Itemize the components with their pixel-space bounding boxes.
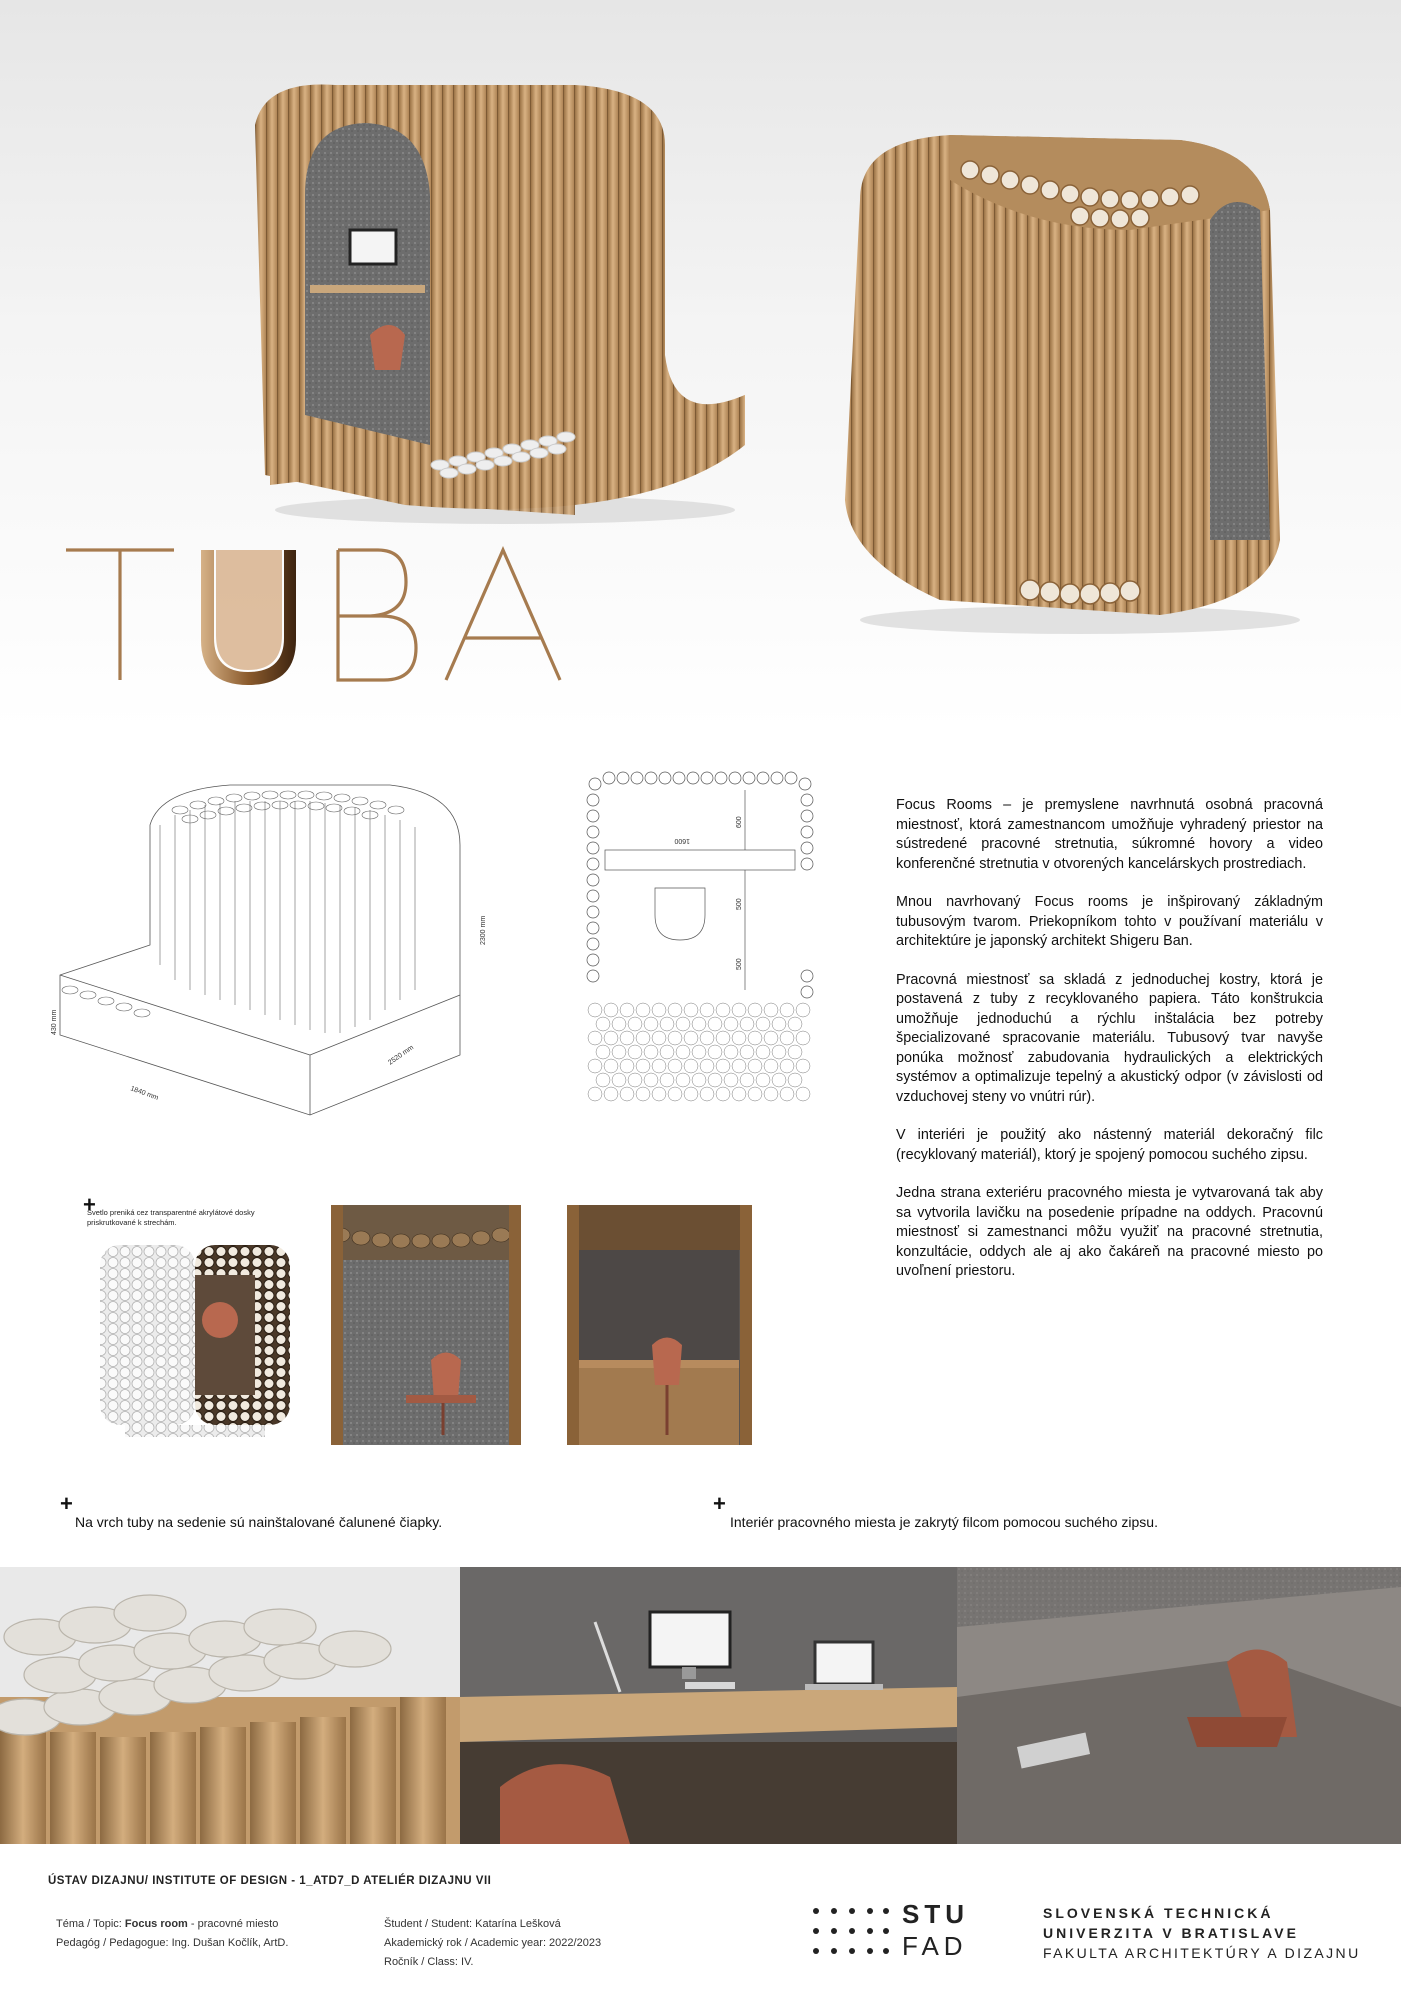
- description-paragraph: Mnou navrhovaný Focus rooms je inšpirovaný základným tubusovým tvarom. Priekopníkom tohto v používaní materiálu v architektúre je japonský architekt Shigeru Ban.: [896, 894, 1323, 949]
- booth-render-front: [245, 55, 745, 525]
- plus-marker: +: [713, 1491, 726, 1516]
- class-line: Ročník / Class: IV.: [384, 1956, 474, 1968]
- university-block: [1043, 1903, 1383, 1963]
- caption-felt-interior: Interiér pracovného miesta je zakrytý filcom pomocou suchého zipsu.: [730, 1514, 1158, 1530]
- description-paragraph: V interiéri je použitý ako nástenný materiál dekoračný filc (recyklovaný materiál), ktorý je spojený pomocou suchého zipsu.: [896, 1127, 1323, 1163]
- floor-plan-drawing: [585, 770, 825, 1110]
- caption-seating-caps: Na vrch tuby na sedenie sú nainštalované čalunené čiapky.: [75, 1514, 443, 1530]
- faculty-line: FAKULTA ARCHITEKTÚRY A DIZAJNU: [1043, 1945, 1361, 1961]
- plus-marker: +: [83, 1192, 96, 1217]
- student-line: Študent / Student: Katarína Lešková: [384, 1918, 561, 1930]
- institute-line: ÚSTAV DIZAJNU/ INSTITUTE OF DESIGN - 1_ATD7_D ATELIÉR DIZAJNU VII: [48, 1875, 492, 1887]
- logo-stu: STU: [902, 1899, 969, 1929]
- isometric-drawing: [50, 765, 510, 1135]
- booth-render-back: [830, 120, 1350, 640]
- dim-width: 1840 mm: [129, 1085, 160, 1102]
- light-note: Svetlo preniká cez transparentné akrylátové dosky priskrutkované k strechám.: [87, 1208, 255, 1227]
- stu-dots-icon: [810, 1905, 890, 1960]
- interior-render-desk: [567, 1205, 752, 1445]
- seat-caps-render: [0, 1567, 460, 1844]
- topic-value: Focus room: [124, 1918, 188, 1930]
- pedagog-line: Pedagóg / Pedagogue: Ing. Dušan Kočlík, ArtD.: [56, 1937, 289, 1949]
- plan-dim-500a: 500: [736, 898, 743, 910]
- plan-dim-600: 600: [736, 816, 743, 828]
- description-paragraph: Pracovná miestnosť sa skladá z jednoduchej kostry, ktorá je postavená z tuby z recyklovaného papiera. Táto konštrukcia umožňuje jednoduchú a rýchlu inštalácia bez potreby špecializované spracovanie materiálu. Tubusový tvar navyše ponúka možnosť zabudovania hydraulických a elektrických systémov a optimalizuje tepelný a akustický odpor (v závislosti od vzduchovej steny vo vnútri rúr).: [896, 971, 1323, 1105]
- plan-dim-500b: 500: [736, 958, 743, 970]
- university-line-1: SLOVENSKÁ TECHNICKÁ: [1043, 1905, 1274, 1921]
- description-text: [896, 796, 1323, 1301]
- year-line: Akademický rok / Academic year: 2022/2023: [384, 1937, 602, 1949]
- plus-marker: +: [60, 1491, 73, 1516]
- student-block: [384, 1915, 684, 1972]
- logo-fad: FAD: [902, 1931, 968, 1961]
- topic-line: [56, 1915, 386, 1934]
- side-interior-render: [957, 1567, 1401, 1844]
- dim-depth: 2520 mm: [387, 1044, 416, 1067]
- dim-height: 2300 mm: [480, 915, 487, 945]
- interior-render-felt: [331, 1205, 521, 1445]
- dim-seat: 430 mm: [51, 1009, 58, 1035]
- topic-rest: - pracovné miesto: [187, 1918, 279, 1930]
- top-view-render: [95, 1235, 295, 1445]
- topic-block: [56, 1915, 386, 1953]
- description-paragraph: Jedna strana exteriéru pracovného miesta je vytvarovaná tak aby sa vytvorila lavičku na posedenie prípadne na oddych. Pracovnú miestnosť si zamestnanci môžu využiť na pracovné stretnutia, konzultácie, oddych ale aj ako čakáreň na pracovné miesto po uvoľnení priestoru.: [896, 1185, 1323, 1279]
- desk-interior-render: [460, 1567, 957, 1844]
- tuba-logo-title: [66, 520, 586, 690]
- university-line-2: UNIVERZITA V BRATISLAVE: [1043, 1925, 1299, 1941]
- plan-dim-1600: 1600: [674, 837, 690, 844]
- topic-label: Téma / Topic:: [56, 1918, 122, 1930]
- description-paragraph: Focus Rooms – je premyslene navrhnutá osobná pracovná miestnosť, ktorá zamestnancom umožňuje vyhradený priestor na sústredené pracovné stretnutia, súkromné hovory a video konferenčné stretnutia v otvorených kancelárskych prostrediach.: [896, 797, 1323, 872]
